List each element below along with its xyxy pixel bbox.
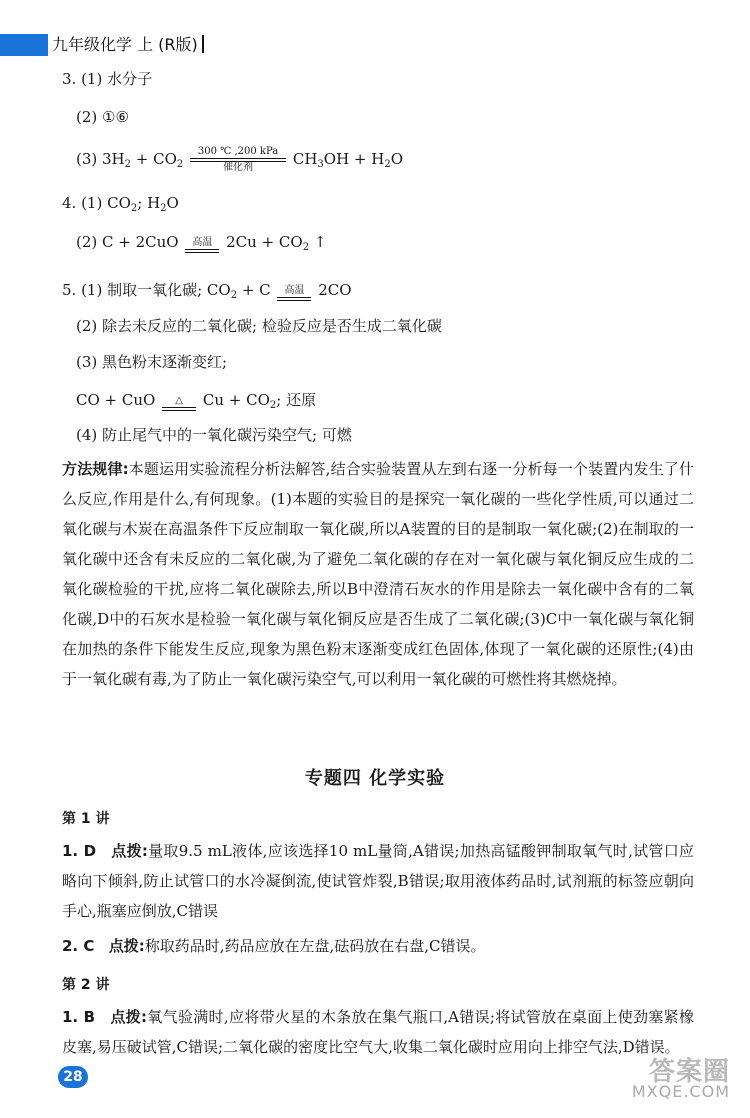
- hint-label: 点拨:: [111, 842, 148, 860]
- q2-number: 2. C: [62, 937, 95, 955]
- reaction-condition-arrow: 高温: [277, 285, 311, 301]
- section-title: 专题四 化学实验: [304, 768, 446, 789]
- q4-part2-equation: (2) C + 2CuO 高温 $2Cu + CO_2$ ↑: [76, 233, 327, 253]
- hint-text: 称取药品时,药品应放在左盘,砝码放在右盘,C错误。: [144, 937, 486, 955]
- method-label: 方法规律:: [62, 460, 129, 478]
- lecture-1-title: 第 1 讲: [62, 811, 110, 827]
- q5-part2: (2) 除去未反应的二氧化碳; 检验反应是否生成二氧化碳: [76, 317, 442, 335]
- q1-number: 1. D: [62, 842, 97, 860]
- q1-number: 1. B: [62, 1008, 96, 1026]
- header-title-text: 九年级化学 上 (R版): [52, 35, 198, 54]
- method-paragraph: [62, 454, 694, 694]
- watermark-logo-text: 答案圈: [648, 1057, 730, 1087]
- q5-part4: (4) 防止尾气中的一氧化碳污染空气; 可燃: [76, 426, 352, 444]
- lecture-2-title: 第 2 讲: [62, 977, 110, 993]
- hint-label: 点拨:: [110, 1008, 147, 1026]
- q5-equation: CO + CuO △ $Cu + CO_2$; 还原: [76, 391, 317, 411]
- q4-part1: 4. (1) $CO_2$; $H_2O$: [62, 194, 179, 214]
- watermark-url: MXQE.COM: [631, 1082, 730, 1101]
- header-color-bar: [0, 34, 48, 56]
- method-text: 本题运用实验流程分析法解答,结合实验装置从左到右逐一分析每一个装置内发生了什么反应,作用是什么,有何现象。(1)本题的实验目的是探究一氧化碳的一些化学性质,可以通过二氧化碳与木炭在高温条件下反应制取一氧化碳,所以A装置的目的是制取一氧化碳;(2)在制取的一氧化碳中还含有未反应的二氧化碳,为了避免二氧化碳的存在对一氧化碳与氧化铜反应生成的二氧化碳检验的干扰,应将二氧化碳除去,所以B中澄清石灰水的作用是除去一氧化碳中含有的二氧化碳,D中的石灰水是检验一氧化碳与氧化铜反应是否生成了二氧化碳;(3)C中一氧化碳与氧化铜在加热的条件下能发生反应,现象为黑色粉末逐渐变成红色固体,体现了一氧化碳的还原性;(4)由于一氧化碳有毒,为了防止一氧化碳污染空气,可以利用一氧化碳的可燃性将其燃烧掉。: [62, 460, 694, 688]
- hint-label: 点拨:: [108, 937, 145, 955]
- reaction-condition-arrow: △: [162, 395, 196, 411]
- q3-part2: (2) ①⑥: [76, 108, 129, 126]
- hint-text: 氧气验满时,应将带火星的木条放在集气瓶口,A错误;将试管放在桌面上使劲塞紧橡皮塞,易压破试管,C错误;二氧化碳的密度比空气大,收集二氧化碳时应用向上排空气法,D错误。: [62, 1008, 694, 1056]
- lecture1-q1: [62, 836, 694, 926]
- q5-part3: (3) 黑色粉末逐渐变红;: [76, 353, 228, 371]
- q3-part3-equation: (3) $3H_2 + CO_2$ 300 ℃ ,200 kPa 催化剂 $CH_3OH + H_2O$: [76, 146, 404, 173]
- watermark: [631, 1057, 730, 1102]
- reaction-condition-arrow: 300 ℃ ,200 kPa 催化剂: [190, 146, 286, 174]
- q3-part1: 3. (1) 水分子: [62, 70, 153, 88]
- page-number-badge: 28: [58, 1066, 88, 1088]
- header-divider: [202, 35, 204, 53]
- header-title: [52, 34, 204, 56]
- lecture1-q2: [62, 931, 694, 961]
- lecture2-q1: [62, 1002, 694, 1062]
- reaction-condition-arrow: 高温: [185, 237, 219, 253]
- hint-text: 量取9.5 mL液体,应该选择10 mL量筒,A错误;加热高锰酸钾制取氧气时,试管口应略向下倾斜,防止试管口的水冷凝倒流,使试管炸裂,B错误;取用液体药品时,试剂瓶的标签应朝向手心,瓶塞应倒放,C错误: [62, 842, 694, 920]
- q5-part1: 5. (1) 制取一氧化碳; $CO_2 + C$ 高温 2CO: [62, 281, 352, 301]
